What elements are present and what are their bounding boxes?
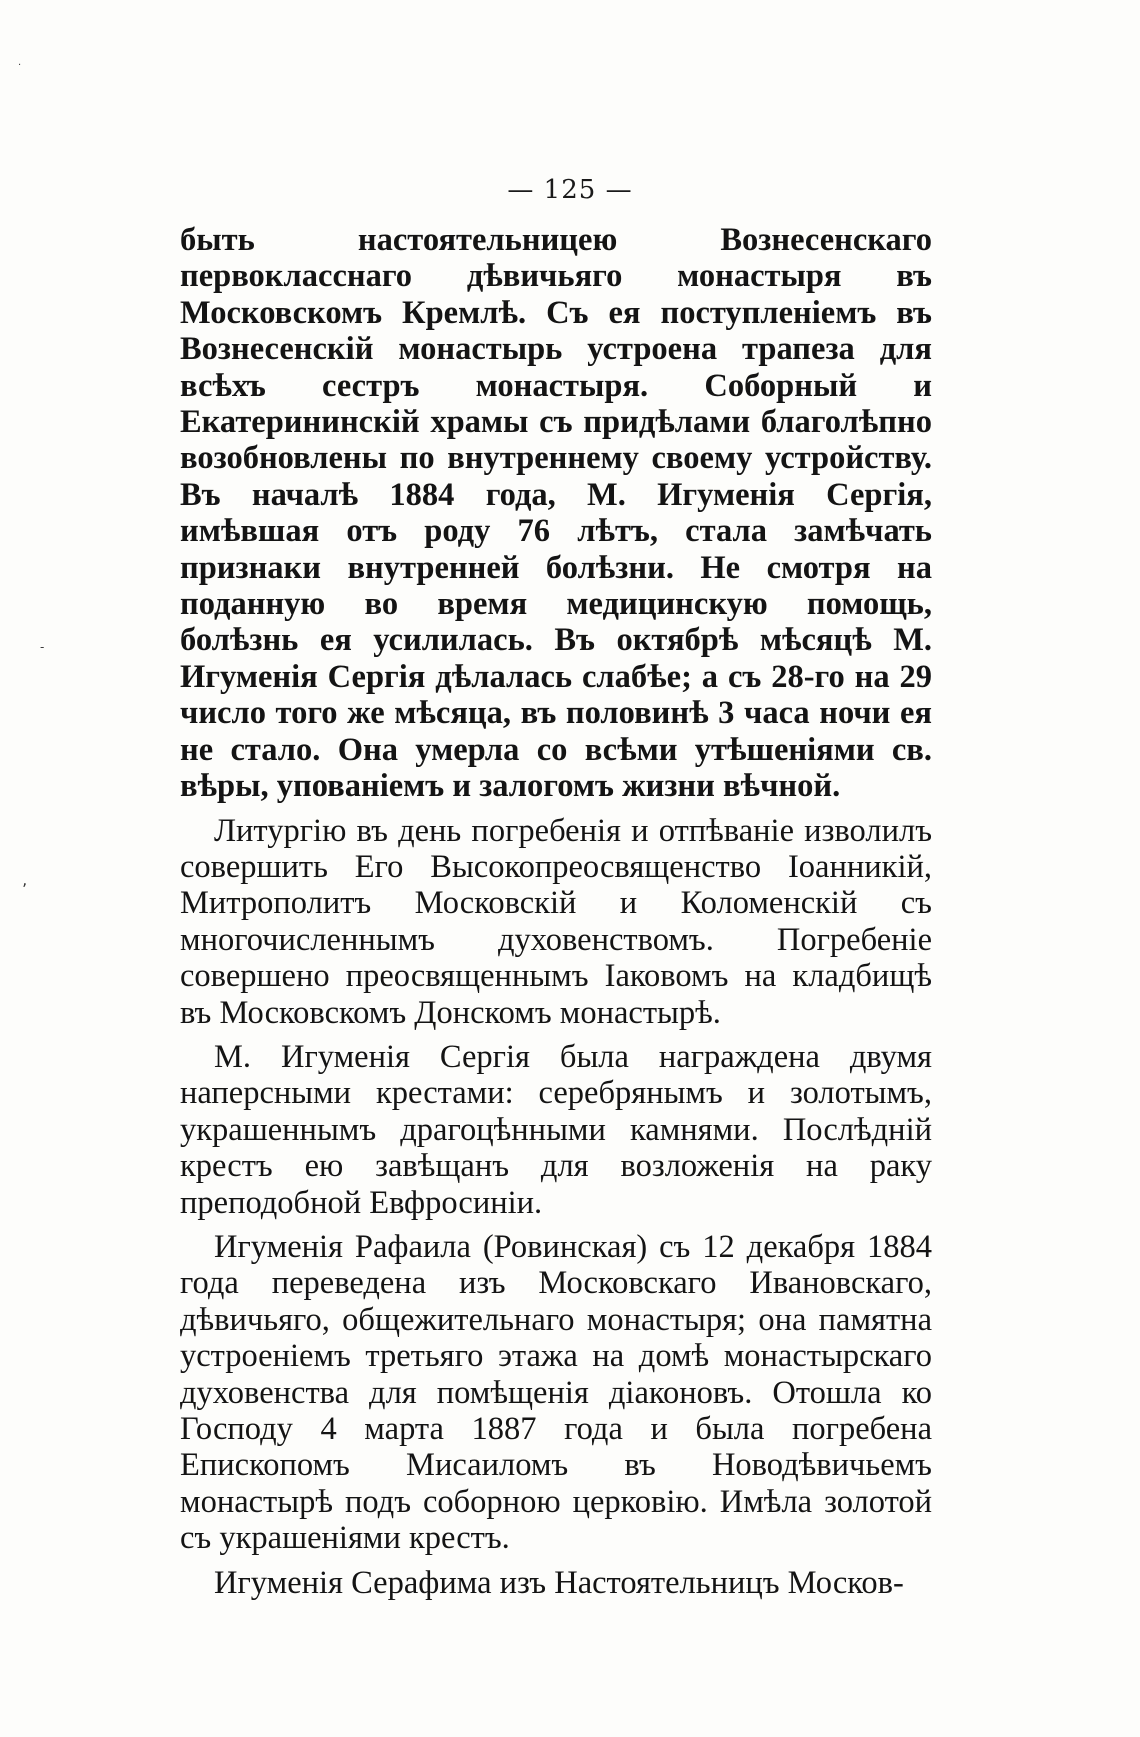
page-number: — 125 — bbox=[507, 175, 633, 205]
paragraph-serafima: Игуменія Серафима изъ Настоятельницъ Москов- bbox=[214, 1564, 904, 1601]
paragraph-crosses: М. Игуменія Сергія была награждена двумя наперсными крестами: серебрянымъ и золотымъ, украшеннымъ драгоцѣнными камнями. Послѣдній крестъ ею завѣщанъ для возложенія на раку преподобной Евфросиніи. bbox=[180, 1038, 932, 1221]
paragraph-funeral: Литургію въ день погребенія и отпѣваніе изволилъ совершить Его Высокопреосвященство Іоанникій, Митрополитъ Московскій и Коломенскій съ многочисленнымъ духовенствомъ. Погребеніе совершено преосвященнымъ Іаковомъ на кладбищѣ въ Московскомъ Донскомъ монастырѣ. bbox=[180, 812, 932, 1031]
scan-speck-dash: - bbox=[40, 640, 45, 654]
paragraph-rafaila: Игуменія Рафаила (Ровинская) съ 12 декабря 1884 года переведена изъ Московскаго Ивановскаго, дѣвичьяго, общежительнаго монастыря; она памятна устроеніемъ третьяго этажа на домѣ монастырскаго духовенства для помѣщенія діаконовъ. Отошла ко Господу 4 марта 1887 года и была погребена Епископомъ Мисаиломъ въ Новодѣвичьемъ монастырѣ подъ соборною церковію. Имѣла золотой съ украшеніями крестъ. bbox=[180, 1228, 932, 1557]
page-body-text bbox=[180, 222, 932, 1601]
scan-speck-dot: · bbox=[18, 60, 22, 71]
paragraph-sergia-tenure: быть настоятельницею Вознесенскаго первокласснаго дѣвичьяго монастыря въ Московскомъ Кремлѣ. Съ ея поступленіемъ въ Вознесенскій монастырь устроена трапеза для всѣхъ сестръ монастыря. Соборный и Екатерининскій храмы съ придѣлами благолѣпно возобновлены по внутреннему своему устройству. Въ началѣ 1884 года, М. Игуменія Сергія, имѣвшая отъ роду 76 лѣтъ, стала замѣчать признаки внутренней болѣзни. Не смотря на поданную во время медицинскую помощь, болѣзнь ея усилилась. Въ октябрѣ мѣсяцѣ М. Игуменія Сергія дѣлалась слабѣе; а съ 28-го на 29 число того же мѣсяца, въ половинѣ 3 часа ночи ея не стало. Она умерла со всѣми утѣшеніями св. вѣры, упованіемъ и залогомъ жизни вѣчной. bbox=[180, 222, 932, 805]
scan-speck-mark: ʼ bbox=[22, 880, 28, 899]
